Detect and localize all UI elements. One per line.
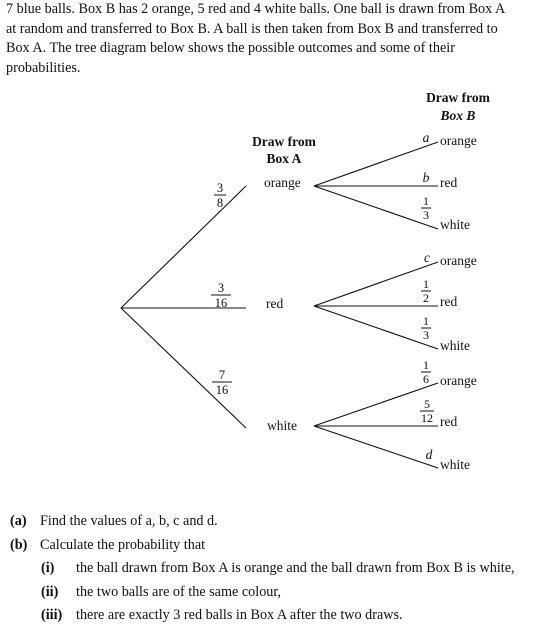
prob-a-orange xyxy=(214,181,226,210)
outcome-a-white: white xyxy=(267,418,297,433)
question-b-iii-text: there are exactly 3 red balls in Box A after the two draws. xyxy=(76,607,403,623)
prob-a-red-den: 16 xyxy=(214,296,228,310)
branch-r-white xyxy=(314,306,438,349)
header-box-b-line2: Box B xyxy=(440,108,476,123)
prob-r-white-den: 3 xyxy=(423,328,429,342)
question-b-i xyxy=(10,557,550,581)
outcome-a-red: red xyxy=(266,296,284,311)
prob-w-orange-den: 6 xyxy=(423,372,429,386)
prob-a-red xyxy=(211,281,231,310)
questions xyxy=(10,510,550,628)
question-a-label: (a) xyxy=(10,513,27,529)
outcome-w-white: white xyxy=(440,457,470,472)
prob-w-red xyxy=(420,397,434,425)
prob-o-white-num: 1 xyxy=(423,194,429,208)
prob-r-white-num: 1 xyxy=(423,314,429,328)
branch-a-white xyxy=(121,308,246,428)
question-b-text: Calculate the probability that xyxy=(40,536,206,553)
branch-r-orange xyxy=(314,262,438,306)
header-box-a-line2: Box A xyxy=(266,151,302,166)
prob-r-red-num: 1 xyxy=(423,277,429,291)
prob-w-red-num: 5 xyxy=(424,397,430,411)
intro-line-1: 7 blue balls. Box B has 2 orange, 5 red and 4 white balls. One ball is drawn from Box A xyxy=(6,1,506,17)
outcome-o-orange: orange xyxy=(440,133,477,148)
branch-o-white xyxy=(314,186,438,229)
outcome-a-orange: orange xyxy=(264,175,301,190)
question-b-iii-label: (iii) xyxy=(41,607,63,623)
prob-o-white-den: 3 xyxy=(423,208,429,222)
branch-a-orange xyxy=(121,186,246,308)
prob-r-red xyxy=(421,277,431,305)
question-b-ii xyxy=(10,581,550,605)
prob-w-orange-num: 1 xyxy=(423,358,429,372)
prob-a-white-num: 7 xyxy=(218,368,226,382)
prob-a-red-num: 3 xyxy=(217,281,225,295)
question-a-text: Find the values of a, b, c and d. xyxy=(40,513,218,529)
outcome-w-orange: orange xyxy=(440,373,477,388)
outcome-o-white: white xyxy=(440,217,470,232)
question-a xyxy=(10,510,550,534)
question-b-iii xyxy=(10,604,550,628)
question-b xyxy=(10,534,550,558)
outcome-r-white: white xyxy=(440,338,470,353)
prob-o-white xyxy=(421,194,431,222)
prob-o-orange: a xyxy=(422,130,430,145)
prob-w-white: d xyxy=(425,447,433,462)
header-box-b-line1: Draw from xyxy=(426,90,490,105)
intro-line-4: probabilities. xyxy=(6,59,81,76)
prob-a-white xyxy=(212,368,232,397)
prob-r-white xyxy=(421,314,431,342)
header-box-a-line1: Draw from xyxy=(252,134,316,149)
question-b-ii-label: (ii) xyxy=(41,583,59,600)
outcome-w-red: red xyxy=(440,414,458,429)
question-b-ii-text: the two balls are of the same colour, xyxy=(76,583,282,600)
question-b-i-label: (i) xyxy=(41,560,55,576)
prob-a-white-den: 16 xyxy=(215,383,229,397)
intro-line-3: Box A. The tree diagram below shows the possible outcomes and some of their xyxy=(6,40,455,57)
question-b-i-text: the ball drawn from Box A is orange and the ball drawn from Box B is white, xyxy=(76,560,515,576)
prob-w-orange xyxy=(421,358,431,386)
question-b-label: (b) xyxy=(10,536,28,553)
prob-r-red-den: 2 xyxy=(423,291,429,305)
prob-a-orange-num: 3 xyxy=(216,181,224,195)
intro-line-2: at random and transferred to Box B. A ball is then taken from Box B and transferred to xyxy=(6,20,498,37)
branch-w-orange xyxy=(314,383,438,426)
prob-w-red-den: 12 xyxy=(421,411,433,425)
prob-o-red: b xyxy=(422,170,430,185)
outcome-o-red: red xyxy=(440,175,458,190)
branch-w-white xyxy=(314,426,438,468)
prob-r-orange: c xyxy=(424,250,430,265)
outcome-r-orange: orange xyxy=(440,253,477,268)
outcome-r-red: red xyxy=(440,294,458,309)
branch-o-orange xyxy=(314,142,438,186)
prob-a-orange-den: 8 xyxy=(216,196,224,210)
